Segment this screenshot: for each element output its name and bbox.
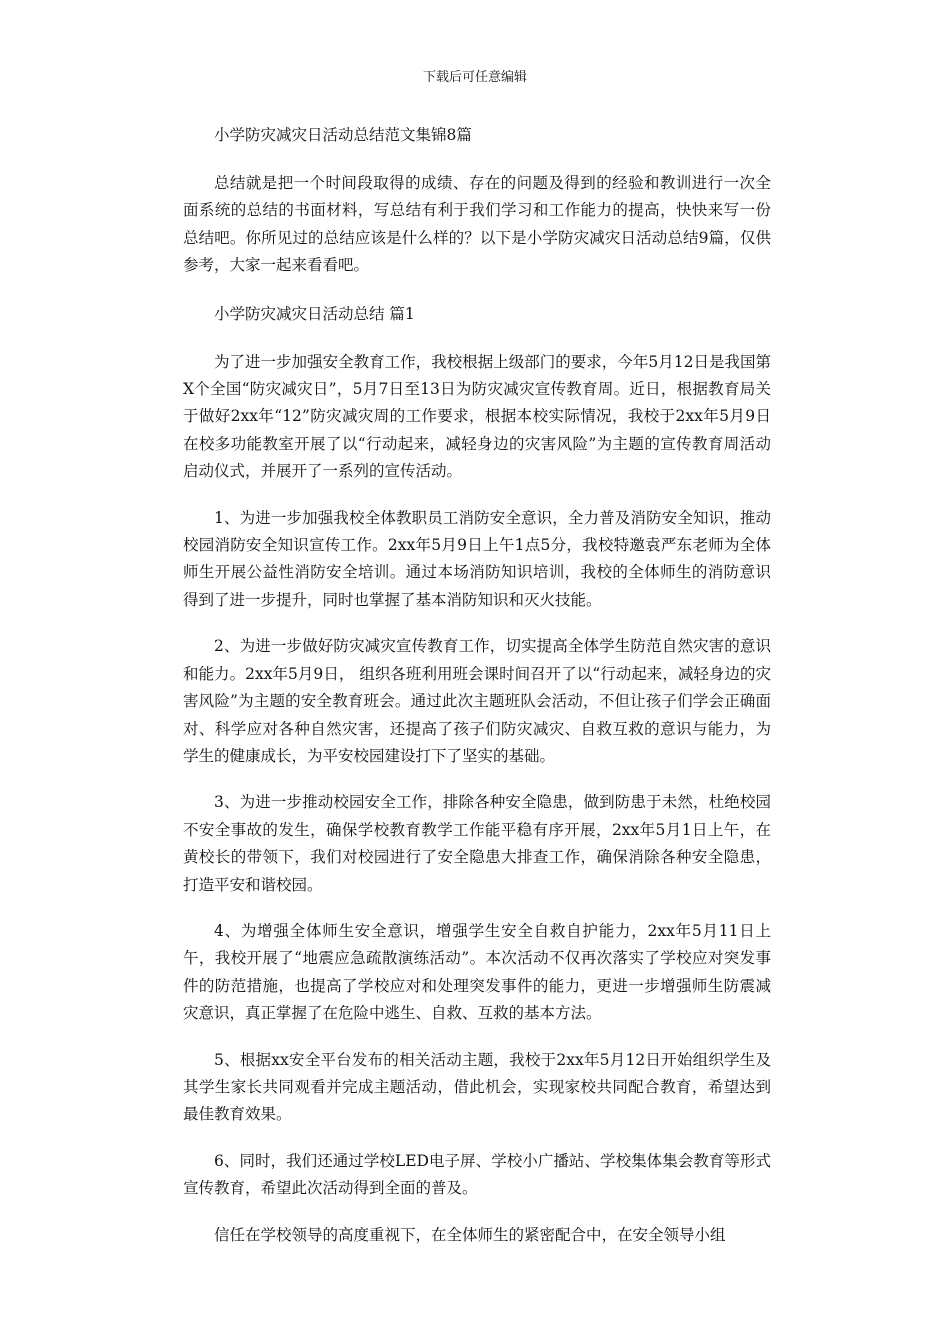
body-paragraph: 4、为增强全体师生安全意识，增强学生安全自救自护能力，2xx年5月11日上午，我校开展了“地震应急疏散演练活动”。本次活动不仅再次落实了学校应对突发事件的防范措施，也提高了学校应对和处理突发事件的能力，更进一步增强师生防震减灾意识，真正掌握了在危险中逃生、自救、互救的基本方法。 (183, 921, 771, 1023)
body-paragraph: 信任在学校领导的高度重视下，在全体师生的紧密配合中，在安全领导小组 (214, 1225, 726, 1244)
page-header: 下载后可任意编辑 (422, 70, 527, 85)
body-paragraph: 为了进一步加强安全教育工作，我校根据上级部门的要求，今年5月12日是我国第X个全国“防灾减灾日”，5月7日至13日为防灾减灾宣传教育周。近日，根据教育局关于做好2xx年“12”防灾减灾周的工作要求，根据本校实际情况，我校于2xx年5月9日在校多功能教室开展了以“行动起来，减轻身边的灾害风险”为主题的宣传教育周活动启动仪式，并展开了一系列的宣传活动。 (183, 352, 771, 481)
body-paragraph: 1、为进一步加强我校全体教职员工消防安全意识，全力普及消防安全知识，推动校园消防安全知识宣传工作。2xx年5月9日上午1点5分，我校特邀袁严东老师为全体师生开展公益性消防安全培训。通过本场消防知识培训，我校的全体师生的消防意识得到了进一步提升，同时也掌握了基本消防知识和灭火技能。 (183, 508, 771, 609)
intro-paragraph: 总结就是把一个时间段取得的成绩、存在的问题及得到的经验和教训进行一次全面系统的总结的书面材料，写总结有利于我们学习和工作能力的提高，快快来写一份总结吧。你所见过的总结应该是什么样的？以下是小学防灾减灾日活动总结9篇，仅供参考，大家一起来看看吧。 (183, 174, 771, 275)
document-title: 小学防灾减灾日活动总结范文集锦8篇 (214, 126, 472, 144)
document-body (183, 120, 771, 1249)
section-title: 小学防灾减灾日活动总结 篇1 (214, 304, 415, 323)
body-paragraph: 6、同时，我们还通过学校LED电子屏、学校小广播站、学校集体集会教育等形式宣传教育，希望此次活动得到全面的普及。 (183, 1151, 771, 1198)
body-paragraph: 3、为进一步推动校园安全工作，排除各种安全隐患，做到防患于未然，杜绝校园不安全事故的发生，确保学校教育教学工作能平稳有序开展，2xx年5月1日上午，在黄校长的带领下，我们对校园进行了安全隐患大排查工作，确保消除各种安全隐患，打造平安和谐校园。 (183, 793, 771, 894)
body-paragraph: 2、为进一步做好防灾减灾宣传教育工作，切实提高全体学生防范自然灾害的意识和能力。2xx年5月9日， 组织各班利用班会课时间召开了以“行动起来，减轻身边的灾害风险”为主题的安全教育班会。通过此次主题班队会活动，不但让孩子们学会正确面对、科学应对各种自然灾害，还提高了孩子们防灾减灾、自救互救的意识与能力，为学生的健康成长，为平安校园建设打下了坚实的基础。 (183, 637, 771, 765)
body-paragraph: 5、根据xx安全平台发布的相关活动主题，我校于2xx年5月12日开始组织学生及其学生家长共同观看并完成主题活动，借此机会，实现家校共同配合教育，希望达到最佳教育效果。 (183, 1050, 771, 1124)
